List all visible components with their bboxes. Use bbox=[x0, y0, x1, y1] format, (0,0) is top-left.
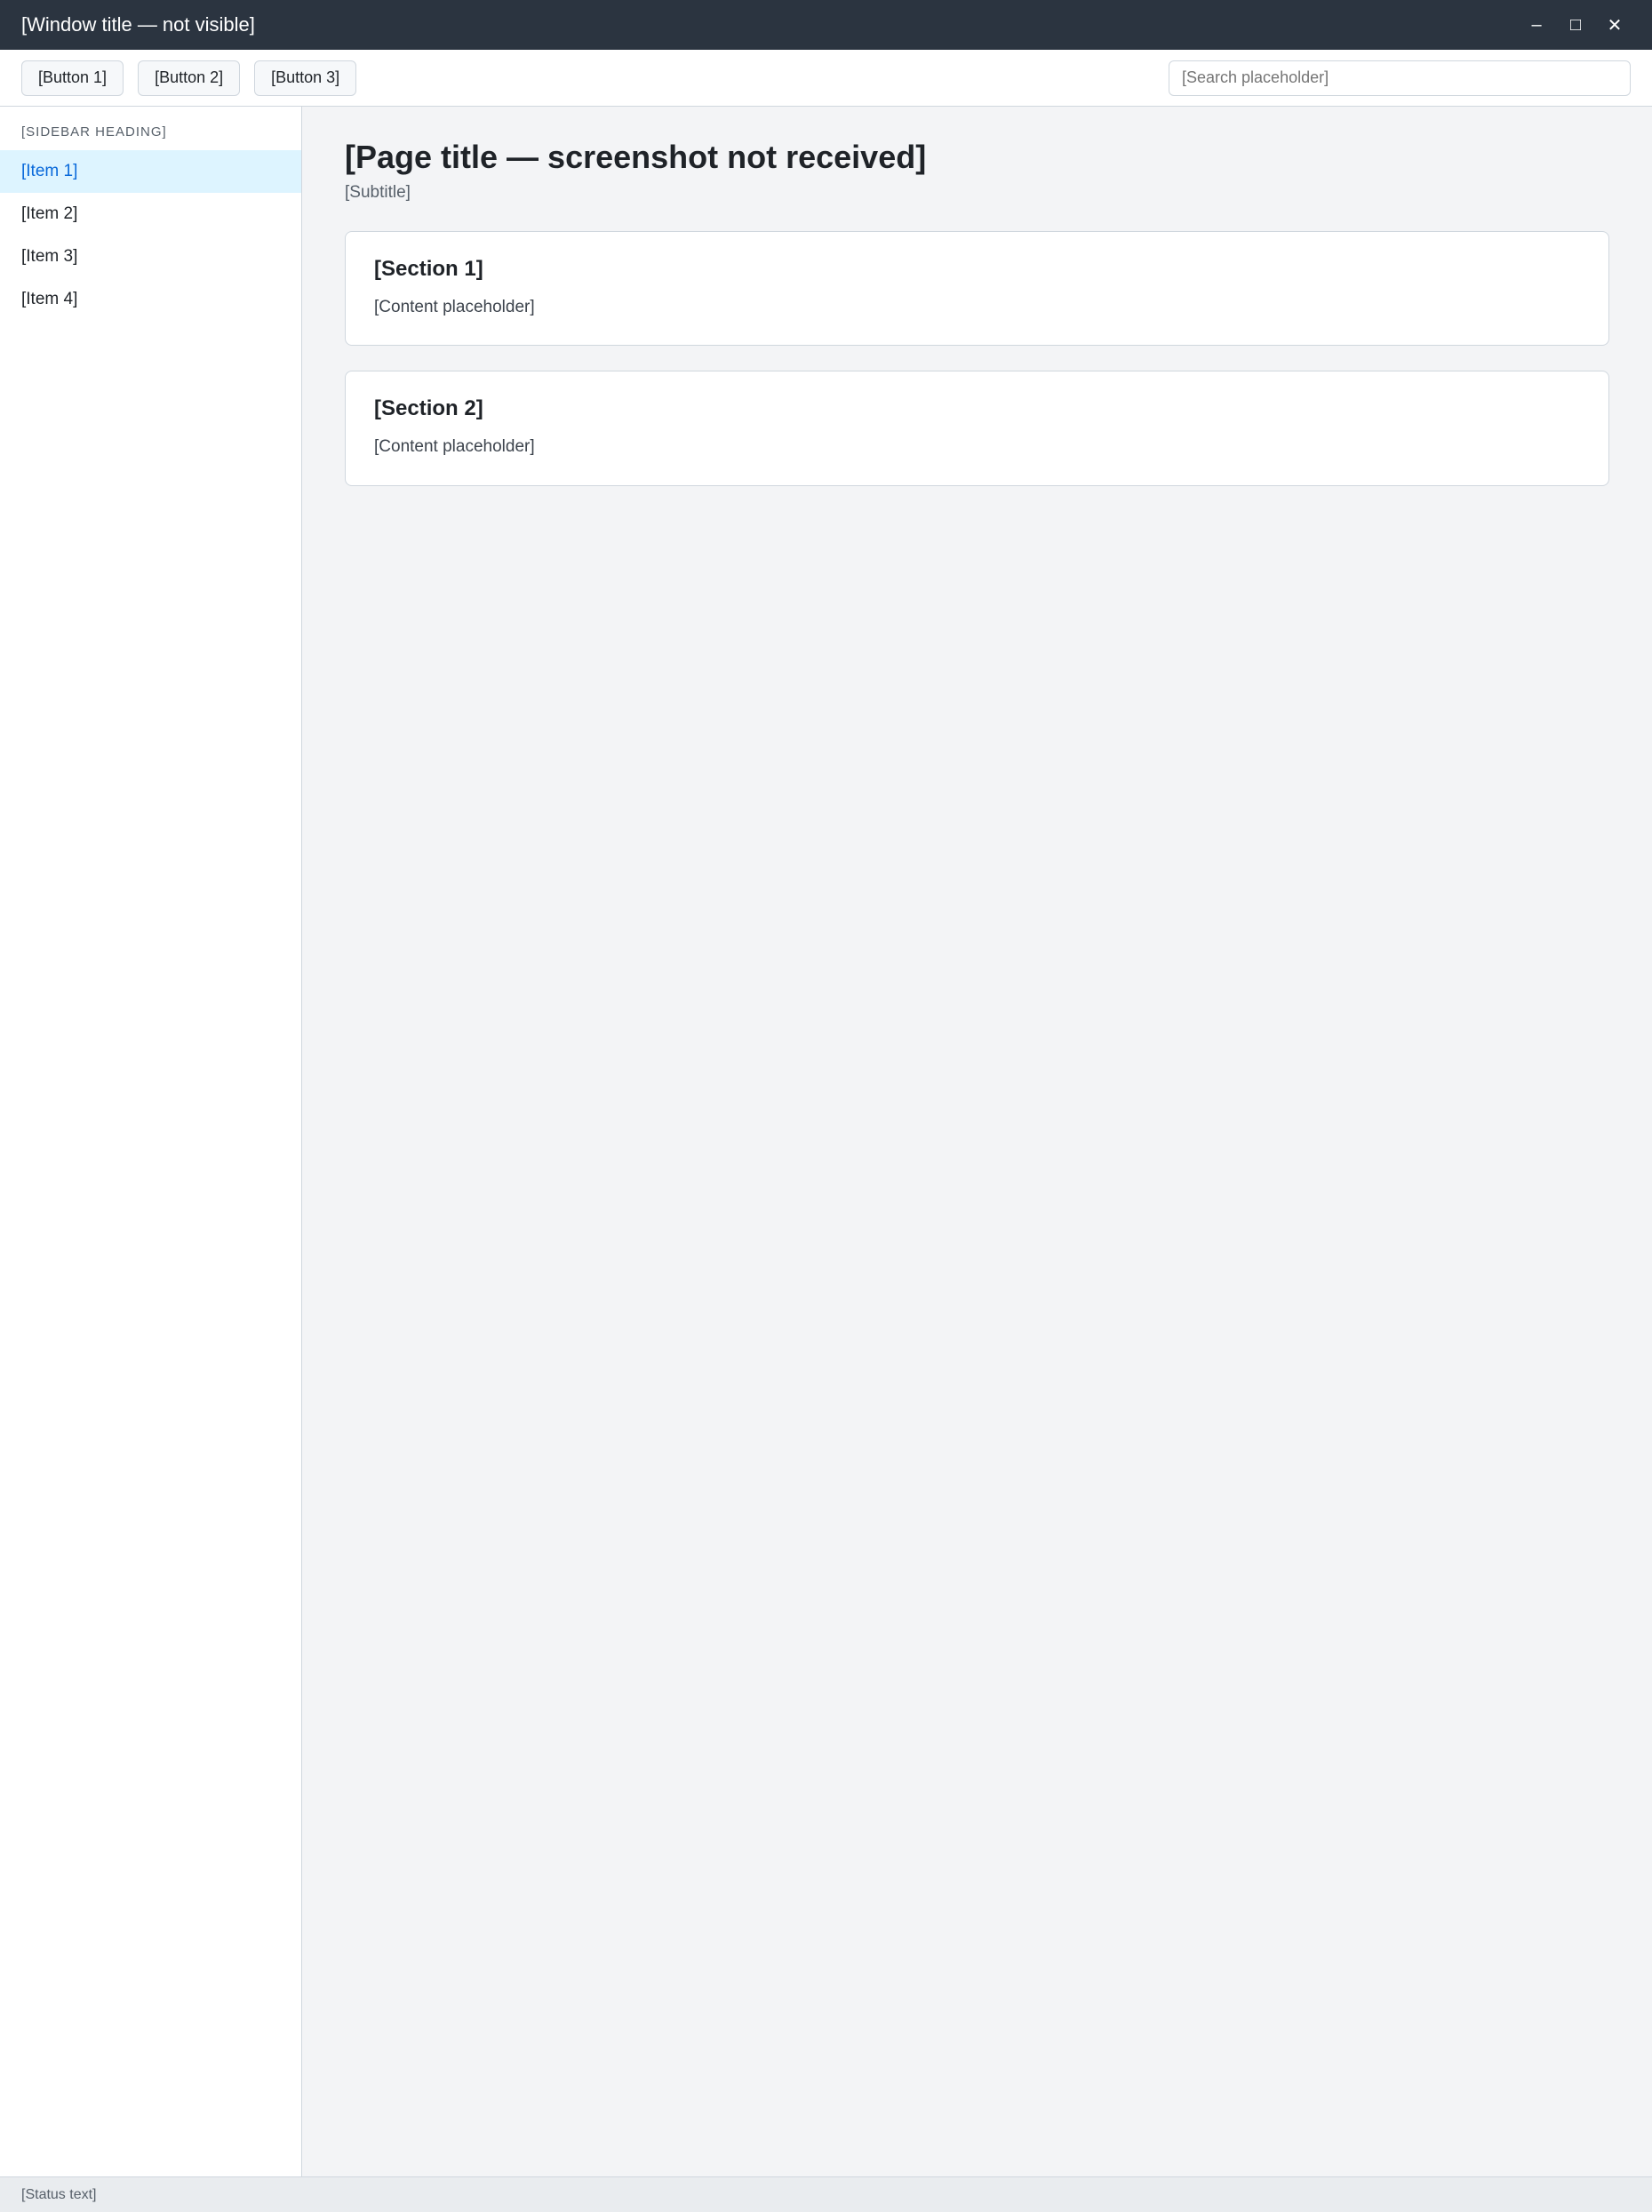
main-panel bbox=[302, 107, 1652, 2176]
search-input[interactable] bbox=[1169, 60, 1631, 96]
window-title: [Window title — not visible] bbox=[21, 13, 255, 36]
page-title: [Page title — screenshot not received] bbox=[345, 139, 927, 175]
toolbar-button-1[interactable]: [Button 1] bbox=[21, 60, 124, 96]
sidebar-item-label: [Item 3] bbox=[21, 247, 78, 266]
maximize-icon[interactable]: □ bbox=[1569, 14, 1582, 35]
status-text: [Status text] bbox=[21, 2186, 97, 2202]
status-bar bbox=[0, 2176, 1652, 2212]
card-text: [Content placeholder] bbox=[374, 298, 535, 316]
page-subtitle: [Subtitle] bbox=[345, 183, 411, 202]
minimize-icon[interactable]: – bbox=[1531, 14, 1542, 35]
toolbar-button-3[interactable]: [Button 3] bbox=[254, 60, 356, 96]
card-title: [Section 2] bbox=[374, 396, 483, 421]
sidebar-item-label: [Item 2] bbox=[21, 204, 78, 223]
content-area bbox=[0, 107, 1652, 2176]
sidebar-item-2[interactable] bbox=[0, 193, 301, 236]
sidebar-heading: [SIDEBAR HEADING] bbox=[21, 124, 167, 140]
sidebar-item-label: [Item 1] bbox=[21, 162, 78, 180]
content-card bbox=[345, 231, 1609, 346]
sidebar bbox=[0, 107, 302, 2176]
sidebar-item-label: [Item 4] bbox=[21, 290, 78, 308]
card-text: [Content placeholder] bbox=[374, 437, 535, 457]
content-card bbox=[345, 371, 1609, 485]
close-icon[interactable]: ✕ bbox=[1607, 15, 1623, 36]
sidebar-item-1[interactable] bbox=[0, 150, 301, 193]
title-bar bbox=[0, 0, 1652, 50]
card-title: [Section 1] bbox=[374, 257, 483, 281]
toolbar-button-2[interactable]: [Button 2] bbox=[138, 60, 240, 96]
toolbar bbox=[0, 50, 1652, 107]
sidebar-item-4[interactable] bbox=[0, 278, 301, 321]
sidebar-item-3[interactable] bbox=[0, 236, 301, 278]
